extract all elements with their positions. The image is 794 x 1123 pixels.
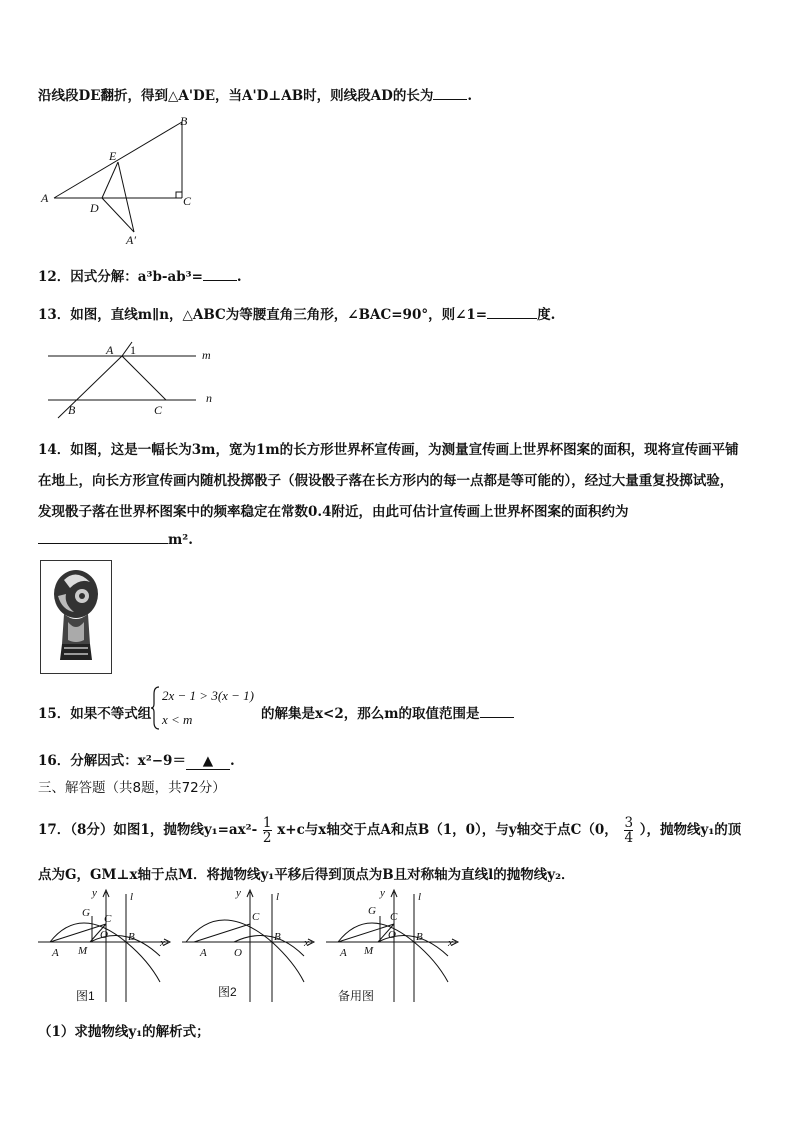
axis-y-label: y [92, 887, 97, 899]
fraction-1-2: $\frac{1}{2}$ [262, 815, 272, 846]
label-A: A [106, 343, 114, 357]
q11-end: . [467, 88, 473, 104]
label-A: A [41, 191, 49, 205]
answer-blank [186, 753, 230, 770]
q16-text-body: 16．分解因式：x²−9＝ [38, 753, 186, 769]
q14-line2: 在地上，向长方形宣传画内随机投掷骰子（假设骰子落在长方形内的每一点都是等可能的），经过大量重复投掷试验， [38, 473, 734, 489]
label-A: A [52, 947, 59, 959]
label-angle-1: 1 [130, 343, 136, 357]
label-O: O [388, 929, 396, 941]
q13-text-body: 13．如图，直线m∥n，△ABC为等腰直角三角形，∠BAC=90°，则∠1= [38, 307, 488, 323]
figure-q11 [36, 108, 206, 248]
label-C: C [154, 403, 163, 417]
figure-q13 [40, 336, 220, 422]
graph-spare [324, 884, 464, 1006]
label-O: O [100, 929, 108, 941]
q17-line2: 点为G，GM⊥x轴于点M．将抛物线y₁平移后得到顶点为B且对称轴为直线l的抛物线y₂． [38, 867, 575, 883]
brace-icon [150, 686, 160, 730]
q14-unit: m². [168, 532, 193, 548]
triangle-mark: ▲ [202, 753, 214, 769]
q17-l1a: 17．（8分）如图1，抛物线y₁=ax²- [38, 822, 258, 838]
label-M: M [78, 945, 88, 957]
axis-x-label: x [160, 937, 165, 949]
q17-sub1: （1）求抛物线y₁的解析式； [38, 1024, 210, 1040]
label-A: A [200, 947, 207, 959]
q13-end: 度. [537, 307, 556, 323]
label-B: B [274, 931, 281, 943]
answer-blank [433, 99, 467, 100]
label-B: B [68, 403, 76, 417]
fraction-3-4: $\frac{3}{4}$ [624, 815, 634, 846]
q16-text [38, 749, 235, 770]
q15-prefix: 15．如果不等式组 [38, 706, 152, 722]
label-M: M [364, 945, 374, 957]
label-G: G [82, 907, 90, 919]
label-C: C [390, 911, 398, 923]
label-G: G [368, 905, 376, 917]
answer-blank [38, 543, 168, 544]
q14-line4 [38, 532, 193, 548]
answer-blank [487, 318, 537, 319]
q17-l1c: ），抛物线y₁的顶 [639, 822, 742, 838]
inequality-2: x < m [162, 712, 193, 727]
line-l-label: l [418, 891, 422, 903]
caption-figure-2: 图2 [218, 985, 237, 999]
q15-suffix: 的解集是x<2，那么m的取值范围是 [261, 706, 480, 722]
q12-end: . [236, 269, 242, 285]
q14-line1: 14．如图，这是一幅长为3m，宽为1m的长方形世界杯宣传画，为测量宣传画上世界杯图案的面积，现将宣传画平铺 [38, 442, 739, 458]
answer-blank [203, 280, 237, 281]
q14-line3: 发现骰子落在世界杯图案中的频率稳定在常数0.4附近，由此可估计宣传画上世界杯图案的面积约为 [38, 504, 629, 520]
q15-suffix-line [261, 702, 514, 722]
line-l-label: l [276, 891, 280, 903]
label-m: m [202, 348, 211, 362]
q17-line1 [38, 816, 741, 845]
label-D: D [90, 201, 99, 215]
axis-y-label: y [380, 887, 385, 899]
axis-x-label: x [448, 937, 453, 949]
inequality-1: 2x − 1 > 3(x − 1) [162, 688, 255, 703]
label-B: B [128, 931, 135, 943]
caption-figure-1: 图1 [76, 989, 95, 1003]
world-cup-image [40, 560, 112, 674]
label-B: B [180, 114, 188, 128]
q12-text-body: 12．因式分解：a³b-ab³= [38, 269, 203, 285]
label-C: C [104, 913, 112, 925]
caption-spare: 备用图 [338, 989, 375, 1003]
label-B: B [416, 931, 423, 943]
q13-text [38, 303, 555, 323]
label-O: O [234, 947, 242, 959]
q16-end: . [229, 753, 235, 769]
graph-figure-2 [180, 884, 320, 1006]
axis-x-label: x [304, 937, 309, 949]
q15-text [38, 702, 151, 722]
label-n: n [206, 391, 212, 405]
label-E: E [109, 149, 117, 163]
q11-text-body: 沿线段DE翻折，得到△A'DE，当A'D⊥AB时，则线段AD的长为 [38, 88, 434, 104]
label-C: C [252, 911, 260, 923]
answer-blank [480, 717, 514, 718]
line-l-label: l [130, 891, 134, 903]
axis-y-label: y [236, 887, 241, 899]
q12-text [38, 265, 242, 285]
section-heading: 三、解答题（共8题，共72分） [38, 780, 226, 796]
q17-l1b: x+c与x轴交于点A和点B（1，0），与y轴交于点C（0， [277, 822, 618, 838]
graph-figure-1 [36, 884, 176, 1006]
label-A: A [340, 947, 347, 959]
q11-text [38, 84, 472, 104]
label-A-prime: A′ [126, 233, 136, 247]
label-C: C [183, 194, 192, 208]
